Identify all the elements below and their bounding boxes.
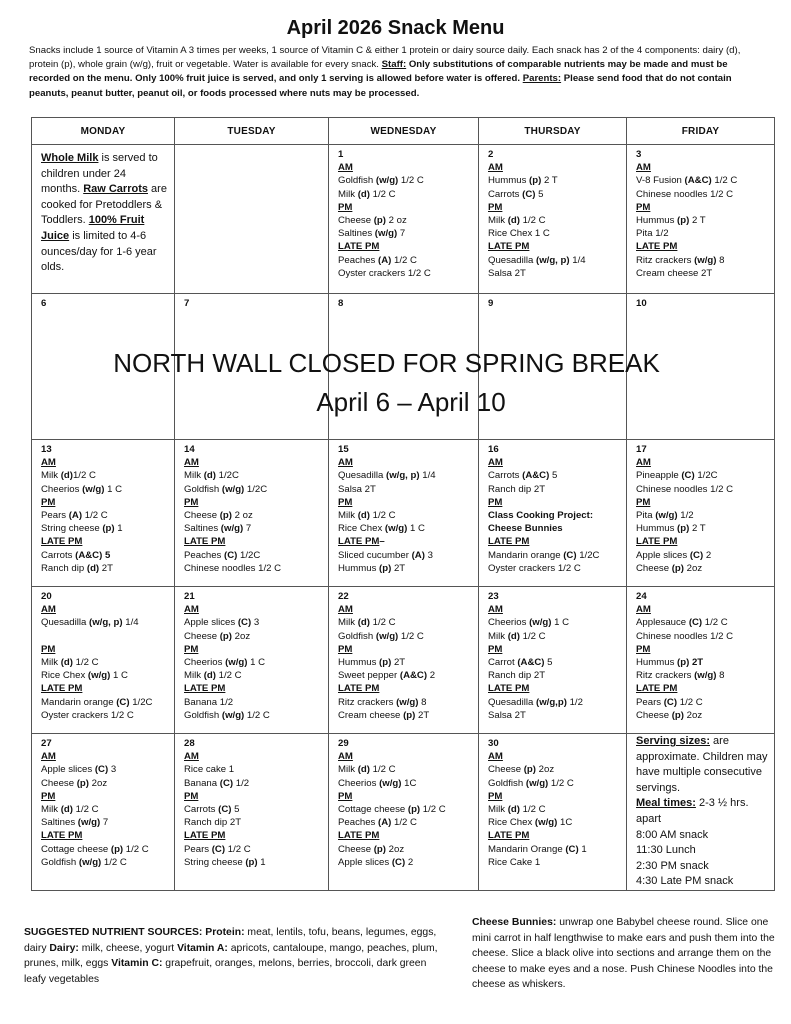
section-label: LATE PM — [41, 683, 83, 695]
menu-item: Goldfish (w/g) 1/2 C — [338, 630, 424, 642]
section-label: LATE PM — [184, 683, 226, 695]
meal-time: 4:30 Late PM snack — [636, 875, 734, 888]
menu-item: Cheerios (w/g) 1 C — [184, 657, 266, 669]
menu-item: Milk (d) 1/2 C — [338, 764, 396, 776]
section-label: AM — [636, 604, 651, 616]
menu-item: Oyster crackers 1/2 C — [488, 562, 581, 574]
menu-item: Cheerios (w/g) 1C — [338, 777, 417, 789]
menu-item: Cheese Bunnies — [488, 523, 563, 535]
day-number: 15 — [338, 444, 349, 455]
menu-item: Carrots (A&C) 5 — [488, 470, 558, 482]
menu-item: Carrots (A&C) 5 — [41, 549, 111, 561]
section-label: LATE PM — [488, 536, 530, 548]
section-label: AM — [338, 162, 353, 174]
menu-item: V-8 Fusion (A&C) 1/2 C — [636, 175, 738, 187]
menu-item: Banana 1/2 — [184, 696, 234, 708]
spring-break-dates: April 6 – April 10 — [316, 387, 506, 417]
menu-item: Oyster crackers 1/2 C — [338, 267, 431, 279]
menu-item: Goldfish (w/g) 1/2C — [184, 483, 268, 495]
week-row-3 — [32, 440, 775, 587]
section-label: PM — [184, 790, 199, 802]
section-label: AM — [338, 457, 353, 469]
weekday-header: WEDNESDAY — [329, 118, 479, 145]
section-label: LATE PM — [636, 241, 678, 253]
parents-label: Parents: — [522, 73, 562, 85]
menu-item: Cheese (p) 2oz — [636, 562, 703, 574]
menu-item: Pears (C) 1/2 C — [184, 843, 251, 855]
menu-item: Cottage cheese (p) 1/2 C — [338, 804, 446, 816]
section-label: LATE PM — [184, 830, 226, 842]
section-label: LATE PM — [338, 830, 380, 842]
menu-item: Cream cheese (p) 2T — [338, 709, 430, 721]
day-cell — [627, 587, 775, 734]
menu-item: Chinese noodles 1/2 C — [636, 630, 734, 642]
section-label: PM — [488, 790, 503, 802]
menu-item: Goldfish (w/g) 1/2 C — [41, 856, 127, 868]
day-cell — [479, 145, 627, 294]
section-label: PM — [636, 496, 651, 508]
menu-item: String cheese (p) 1 — [184, 856, 266, 868]
week-row-4 — [32, 587, 775, 734]
menu-item: Milk (d) 1/2 C — [488, 804, 546, 816]
menu-item: Cheese (p) 2oz — [488, 764, 555, 776]
menu-item: String cheese (p) 1 — [41, 523, 123, 535]
section-label: LATE PM — [338, 683, 380, 695]
day-number: 28 — [184, 738, 195, 749]
menu-item: Milk (d) 1/2 C — [338, 510, 396, 522]
menu-item: Hummus (p) 2T — [636, 657, 704, 669]
section-label: LATE PM — [636, 683, 678, 695]
day-number: 13 — [41, 444, 52, 455]
section-label: AM — [338, 604, 353, 616]
section-label: LATE PM — [41, 830, 83, 842]
spring-break-banner: NORTH WALL CLOSED FOR SPRING BREAK — [113, 348, 660, 378]
menu-item: Cottage cheese (p) 1/2 C — [41, 843, 149, 855]
section-label: LATE PM — [338, 241, 380, 253]
day-number: 22 — [338, 591, 349, 602]
menu-item: Ranch dip 2T — [488, 670, 546, 682]
day-cell — [32, 440, 175, 587]
menu-item: Apple slices (C) 3 — [41, 764, 117, 776]
day-number: 29 — [338, 738, 349, 749]
section-label: PM — [41, 496, 56, 508]
menu-item: Milk (d) 1/2 C — [488, 215, 546, 227]
section-label: AM — [184, 751, 199, 763]
section-label: PM — [636, 643, 651, 655]
menu-item: Cheese (p) 2oz — [338, 843, 405, 855]
menu-item: Hummus (p) 2 T — [636, 215, 706, 227]
menu-item: Rice Cake 1 — [488, 856, 541, 868]
menu-item: Ranch dip 2T — [184, 817, 242, 829]
menu-item: Cheese (p) 2oz — [636, 709, 703, 721]
menu-item: Carrots (C) 5 — [488, 188, 544, 200]
day-number: 23 — [488, 591, 499, 602]
day-cell — [175, 734, 329, 891]
weekday-header-row — [32, 118, 775, 145]
menu-item: Goldfish (w/g) 1/2 C — [338, 175, 424, 187]
menu-calendar — [31, 117, 775, 891]
intro-paragraph: Snacks include 1 source of Vitamin A 3 times per weeks, 1 source of Vitamin C & either 1 protein or dairy source daily. Each snack has 2 of the 4 components: dairy (d), protein (p), whole grain (w/g), fruit or vegetable. Water is available for every snack. Staff: Only substitutions of comparable nutrients may be made and must be recorded on the menu. Only 100% fruit juice is served, and only 1 serving is allowed before water is offered. Parents: Please send food that do not contain peanuts, peanut butter, peanut oil, or foods processed where nuts may be processed. — [29, 45, 741, 99]
section-label: LATE PM — [488, 830, 530, 842]
menu-item: Mandarin orange (C) 1/2C — [41, 696, 153, 708]
section-label: PM — [338, 496, 353, 508]
section-label: LATE PM — [488, 683, 530, 695]
day-number: 16 — [488, 444, 499, 455]
menu-item: Saltines (w/g) 7 — [41, 817, 109, 829]
day-cell — [329, 587, 479, 734]
menu-item: Sweet pepper (A&C) 2 — [338, 670, 436, 682]
day-number: 7 — [184, 298, 190, 309]
menu-item: Carrot (A&C) 5 — [488, 657, 553, 669]
menu-item: Rice Chex (w/g) 1C — [488, 817, 573, 829]
menu-item: Apple slices (C) 2 — [636, 549, 712, 561]
weekday-header: THURSDAY — [479, 118, 627, 145]
day-cell — [627, 145, 775, 294]
menu-item: Cheese (p) 2 oz — [338, 215, 407, 227]
day-cell — [175, 587, 329, 734]
section-label: AM — [488, 162, 503, 174]
day-number: 9 — [488, 298, 494, 309]
menu-item: Class Cooking Project: — [488, 510, 594, 522]
section-label: PM — [488, 201, 503, 213]
menu-item: Apple slices (C) 2 — [338, 856, 414, 868]
section-label: AM — [636, 457, 651, 469]
weekday-header: TUESDAY — [175, 118, 329, 145]
menu-item: Hummus (p) 2T — [338, 657, 406, 669]
menu-item: Rice Chex (w/g) 1 C — [41, 670, 128, 682]
day-number: 8 — [338, 298, 344, 309]
staff-label: Staff: — [381, 59, 407, 71]
day-cell-empty — [175, 145, 329, 294]
week-row-1 — [32, 145, 775, 294]
menu-item: Cheese (p) 2oz — [41, 777, 108, 789]
menu-item: Cheerios (w/g) 1 C — [488, 617, 570, 629]
menu-item: Milk (d) 1/2 C — [184, 670, 242, 682]
menu-item: Banana (C) 1/2 — [184, 777, 250, 789]
nutrient-sources: SUGGESTED NUTRIENT SOURCES: Protein: meat, lentils, tofu, beans, legumes, eggs, dairy Dairy: milk, cheese, yogurt Vitamin A: apricots, cantaloupe, mango, peaches, plum, prunes, milk, eggs Vitamin C: grapefruit, oranges, melons, berries, broccoli, dark green leafy vegetables — [24, 927, 438, 985]
page-title: April 2026 Snack Menu — [286, 17, 505, 39]
section-label: PM — [338, 201, 353, 213]
menu-item: Pineapple (C) 1/2C — [636, 470, 718, 482]
section-label: PM — [488, 496, 503, 508]
menu-item: Cheerios (w/g) 1 C — [41, 483, 123, 495]
weekday-header: MONDAY — [32, 118, 175, 145]
section-label: PM — [338, 790, 353, 802]
menu-item: Ritz crackers (w/g) 8 — [636, 254, 725, 266]
menu-item: Milk (d) 1/2 C — [338, 617, 396, 629]
day-number: 17 — [636, 444, 647, 455]
menu-item: Saltines (w/g) 7 — [184, 523, 252, 535]
day-cell — [329, 734, 479, 891]
section-label: PM — [184, 643, 199, 655]
menu-item: Milk (d) 1/2 C — [338, 188, 396, 200]
menu-item: Apple slices (C) 3 — [184, 617, 260, 629]
menu-item: Rice Chex 1 C — [488, 228, 550, 240]
section-label: AM — [41, 457, 56, 469]
section-label: AM — [488, 751, 503, 763]
day-number: 3 — [636, 149, 642, 160]
menu-item: Cheese (p) 2oz — [184, 630, 251, 642]
menu-item: Carrots (C) 5 — [184, 804, 240, 816]
section-label: LATE PM — [636, 536, 678, 548]
menu-item: Goldfish (w/g) 1/2 C — [184, 709, 270, 721]
day-number: 14 — [184, 444, 195, 455]
menu-item: Oyster crackers 1/2 C — [41, 709, 134, 721]
day-cell — [479, 440, 627, 587]
menu-item: Milk (d) 1/2 C — [488, 630, 546, 642]
section-label: AM — [41, 751, 56, 763]
section-label: LATE PM — [184, 536, 226, 548]
section-label: PM — [636, 201, 651, 213]
section-label: AM — [488, 457, 503, 469]
menu-item: Quesadilla (w/g, p) 1/4 — [488, 254, 586, 266]
menu-item: Milk (d)1/2 C — [41, 470, 96, 482]
day-number: 1 — [338, 149, 344, 160]
section-label: AM — [184, 604, 199, 616]
meal-time: 11:30 Lunch — [636, 844, 696, 857]
menu-item: Ritz crackers (w/g) 8 — [338, 696, 427, 708]
menu-item: Peaches (A) 1/2 C — [338, 254, 417, 266]
menu-item: Salsa 2T — [488, 709, 526, 721]
section-label: AM — [41, 604, 56, 616]
day-cell — [32, 587, 175, 734]
menu-item: Peaches (A) 1/2 C — [338, 817, 417, 829]
menu-item: Cheese (p) 2 oz — [184, 510, 253, 522]
section-label: PM — [488, 643, 503, 655]
cheese-bunnies-recipe: Cheese Bunnies: unwrap one Babybel cheese round. Slice one mini carrot in half lengthwise to make ears and push them into the cheese. Slice a black olive into sections and arrange them on the cheese to make eyes and a nose. Push Chinese Noodles into the cheese as whiskers. — [472, 917, 775, 991]
day-cell — [175, 440, 329, 587]
section-label: AM — [488, 604, 503, 616]
section-label: PM — [41, 643, 56, 655]
menu-item: Pears (C) 1/2 C — [636, 696, 703, 708]
menu-item: Chinese noodles 1/2 C — [636, 483, 734, 495]
section-label: LATE PM — [488, 241, 530, 253]
section-label: LATE PM– — [338, 536, 385, 548]
menu-item: Milk (d) 1/2 C — [41, 804, 99, 816]
section-label: LATE PM — [41, 536, 83, 548]
day-cell — [479, 587, 627, 734]
section-label: AM — [338, 751, 353, 763]
day-cell — [479, 734, 627, 891]
menu-item: Chinese noodles 1/2 C — [184, 562, 282, 574]
menu-item: Rice Chex (w/g) 1 C — [338, 523, 425, 535]
menu-item: Hummus (p) 2 T — [636, 523, 706, 535]
day-number: 27 — [41, 738, 52, 749]
section-label: AM — [636, 162, 651, 174]
menu-item: Milk (d) 1/2 C — [41, 657, 99, 669]
menu-item: Pita 1/2 — [636, 228, 669, 240]
day-number: 30 — [488, 738, 499, 749]
menu-item: Mandarin Orange (C) 1 — [488, 843, 587, 855]
meal-time: 8:00 AM snack — [636, 828, 709, 841]
menu-item: Ranch dip (d) 2T — [41, 562, 113, 574]
section-label: PM — [41, 790, 56, 802]
menu-item: Quesadilla (w/g,p) 1/2 — [488, 696, 583, 708]
menu-item: Hummus (p) 2T — [338, 562, 406, 574]
day-number: 21 — [184, 591, 195, 602]
day-number: 10 — [636, 298, 647, 309]
day-cell — [329, 145, 479, 294]
menu-item: Rice cake 1 — [184, 764, 235, 776]
menu-item: Peaches (C) 1/2C — [184, 549, 261, 561]
menu-item: Salsa 2T — [488, 267, 526, 279]
menu-item: Hummus (p) 2 T — [488, 175, 558, 187]
menu-item: Pears (A) 1/2 C — [41, 510, 108, 522]
day-number: 20 — [41, 591, 52, 602]
menu-item: Sliced cucumber (A) 3 — [338, 549, 433, 561]
serving-info-cell: Serving sizes: are approximate. Children may have multiple consecutive servings. Meal times: 2-3 ½ hrs. apart 8:00 AM snack 11:30 Lunch 2:30 PM snack 4:30 Late PM snack — [627, 734, 775, 891]
monday-note-cell: Whole Milk is served to children under 24 months. Raw Carrots are cooked for Pretoddlers & Toddlers. 100% Fruit Juice is limited to 4-6 ounces/day for 1-6 year olds. — [32, 145, 175, 294]
menu-item: Salsa 2T — [338, 483, 376, 495]
section-label: PM — [338, 643, 353, 655]
menu-item: Ritz crackers (w/g) 8 — [636, 670, 725, 682]
menu-item: Ranch dip 2T — [488, 483, 546, 495]
weekday-header: FRIDAY — [627, 118, 775, 145]
menu-item: Saltines (w/g) 7 — [338, 228, 406, 240]
menu-item: Milk (d) 1/2C — [184, 470, 239, 482]
week-row-5 — [32, 734, 775, 891]
menu-item: Applesauce (C) 1/2 C — [636, 617, 728, 629]
day-number: 2 — [488, 149, 494, 160]
menu-item: Quesadilla (w/g, p) 1/4 — [338, 470, 436, 482]
section-label: PM — [184, 496, 199, 508]
day-cell — [329, 440, 479, 587]
menu-item: Quesadilla (w/g, p) 1/4 — [41, 617, 139, 629]
menu-item: Mandarin orange (C) 1/2C — [488, 549, 600, 561]
menu-item: Cream cheese 2T — [636, 267, 713, 279]
day-number: 6 — [41, 298, 47, 309]
meal-time: 2:30 PM snack — [636, 859, 709, 872]
menu-item: Goldfish (w/g) 1/2 C — [488, 777, 574, 789]
menu-item: Pita (w/g) 1/2 — [636, 510, 694, 522]
day-number: 24 — [636, 591, 647, 602]
section-label: AM — [184, 457, 199, 469]
menu-item: Chinese noodles 1/2 C — [636, 188, 734, 200]
day-cell — [32, 734, 175, 891]
day-cell — [627, 440, 775, 587]
